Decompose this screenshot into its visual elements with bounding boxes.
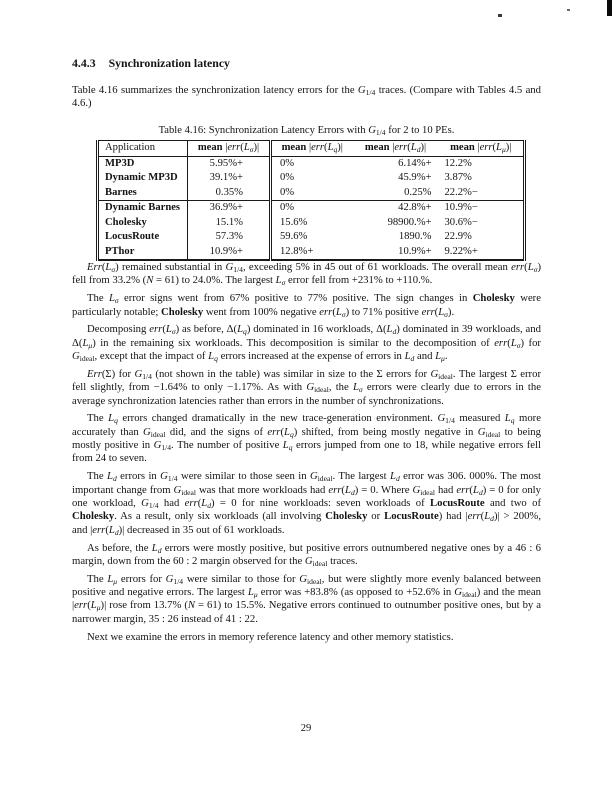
value-cell: 1890.%: [398, 231, 432, 242]
column-header-application: Application: [98, 141, 188, 157]
value-cell: 0%: [271, 186, 353, 201]
section-title: Synchronization latency: [108, 56, 230, 70]
body-paragraph: Decomposing $err(L_\sigma)$ as before, $\Delta(L_q)$ dominated in 16 workloads, $\Delta(L_d)$ dominated in 39 workloads, and $\Delta(L_\mu)$ in the remaining six workloads. This decomposition is similar to the decomposition of $err(L_\sigma)$ for $G_{ideal}$, except that the impact of $L_q$ errors increased at the expense of errors in $L_d$ and $L_\mu$.: [72, 323, 541, 364]
value-cell: 15.6%: [280, 216, 308, 228]
column-header-err-d: mean $|err(L_d)|$: [353, 141, 439, 157]
body-paragraph: The $L_d$ errors in $G_{1/4}$ were similar to those seen in $G_{ideal}$. The largest $L_d$ error was 306. 000%. The most important change from $G_{ideal}$ was that more workloads had $err(L_d) = 0$. Where $G_{ideal}$ had $err(L_d) = 0$ for only one workload, $G_{1/4}$ had $err(L_d) = 0$ for nine workloads: seven workloads of LocusRoute and two of Cholesky. As a result, only six workloads (all involving Cholesky or LocusRoute) had $|err(L_d)| > 200\%$, and $|err(L_d)|$ decreased in 35 out of 61 workloads.: [72, 470, 542, 537]
page-number: 29: [300, 723, 312, 734]
body-paragraph: Next we examine the errors in memory reference latency and other memory statistics.: [87, 630, 454, 643]
value-cell: 12.8%+: [280, 245, 314, 257]
app-name-cell: LocusRoute: [98, 230, 188, 245]
body-paragraph: $Err(L_\sigma)$ remained substantial in $G_{1/4}$, exceeding 5% in 45 out of 61 workloads. The overall mean $err(L_\sigma)$ fell from 33.2% (N = 61) to 24.0%. The largest $L_\sigma$ error fell from +231% to +110.%.: [72, 261, 541, 288]
value-cell: 39.1%+: [188, 171, 271, 186]
value-cell: 0.35%: [188, 186, 271, 201]
intro-paragraph: Table 4.16 summarizes the synchronization latency errors for the $G_{1/4}$ traces. (Compare with Tables 4.5 and 4.6.): [72, 84, 541, 110]
sync-latency-table: [96, 140, 526, 261]
value-cell: 6.14%+: [398, 157, 432, 169]
value-cell: 0.25%: [353, 186, 439, 201]
scan-artifact-corner-bar: [607, 0, 612, 16]
column-header-err-mu: mean $|err(L_\mu)|$: [439, 141, 525, 157]
value-cell: 5.95%+: [188, 156, 271, 171]
value-cell: 22.2%−: [439, 186, 525, 201]
value-cell: 10.9%+: [398, 245, 432, 257]
table-row: [98, 230, 525, 245]
table-header-row: [98, 141, 525, 157]
app-name-cell: Cholesky: [98, 216, 188, 231]
value-cell: 0%: [280, 202, 295, 213]
value-cell: 12.2%: [444, 157, 472, 169]
value-cell: 10.9%−: [444, 202, 478, 213]
value-cell: 9.22%+: [444, 245, 478, 257]
body-paragraph: As before, the $L_d$ errors were mostly positive, but positive errors outnumbered negative ones by a 46 : 6 margin, down from the 60 : 2 margin observed for the $G_{ideal}$ traces.: [72, 541, 541, 568]
value-cell: 36.9%+: [188, 201, 271, 216]
body-paragraph: The $L_q$ errors changed dramatically in the new trace-generation environment. $G_{1/4}$ measured $L_q$ more accurately than $G_{ideal}$ did, and the signs of $err(L_q)$ shifted, from being mostly negative in $G_{ideal}$ to being mostly positive in $G_{1/4}$. The number of positive $L_q$ errors jumped from one to 18, while negative errors fell from 24 to seven.: [72, 412, 541, 465]
value-cell: 59.6%: [280, 231, 308, 242]
table-row: [98, 156, 525, 171]
value-cell: 57.3%: [188, 230, 271, 245]
table-row: [98, 171, 525, 186]
table-caption: Table 4.16: Synchronization Latency Errors with $G_{1/4}$ for 2 to 10 PEs.: [158, 125, 455, 137]
value-cell: 0%: [280, 157, 295, 169]
column-header-err-sigma: mean $|err(L_\sigma)|$: [188, 141, 271, 157]
value-cell: 0%: [280, 172, 295, 183]
section-number: 4.4.3: [72, 56, 96, 70]
body-paragraph: The $L_\sigma$ error signs went from 67% positive to 77% positive. The sign changes in Cholesky were particularly notable; Cholesky went from 100% negative $err(L_\sigma)$ to 71% positive $err(L_\sigma)$.: [72, 292, 541, 319]
table-row: [98, 201, 525, 216]
app-name-cell: MP3D: [98, 156, 188, 171]
table-row: [98, 186, 525, 201]
value-cell: 42.8%+: [398, 202, 432, 213]
column-header-err-q: mean $|err(L_q)|$: [271, 141, 353, 157]
value-cell: 10.9%+: [188, 245, 271, 261]
table-row: [98, 216, 525, 231]
table-row: [98, 245, 525, 261]
body-paragraph: Err(Σ) for $G_{1/4}$ (not shown in the table) was similar in size to the Σ errors for $G_{ideal}$. The largest Σ error fell slightly, from −1.64% to only −1.17%. As with $G_{ideal}$, the $L_\sigma$ errors were clearly due to errors in the average synchronization latencies rather than errors in the number of synchronizations.: [72, 367, 542, 407]
value-cell: 98900.%+: [387, 216, 432, 228]
body-text: [72, 261, 541, 648]
app-name-cell: PThor: [98, 245, 188, 261]
value-cell: 45.9%+: [398, 172, 432, 183]
value-cell: 22.9%: [444, 231, 472, 242]
scan-artifact-speck: [498, 14, 502, 17]
value-cell: 15.1%: [188, 216, 271, 231]
value-cell: 3.87%: [444, 172, 472, 183]
scan-artifact-speck: [567, 9, 570, 11]
body-paragraph: The $L_\mu$ errors for $G_{1/4}$ were similar to those for $G_{ideal}$, but were slightly more evenly balanced between positive and negative errors. The largest $L_\mu$ error was +83.8% (as opposed to +52.6% in $G_{ideal}$) and the mean $|err(L_\mu)|$ rose from 13.7% (N = 61) to 15.5%. Negative errors continued to outnumber positive ones, but by a narrower margin, 35 : 26 instead of 41 : 22.: [72, 572, 541, 625]
app-name-cell: Dynamic Barnes: [98, 201, 188, 216]
app-name-cell: Barnes: [98, 186, 188, 201]
section-heading: [72, 56, 230, 71]
value-cell: 30.6%−: [444, 216, 478, 228]
app-name-cell: Dynamic MP3D: [98, 171, 188, 186]
